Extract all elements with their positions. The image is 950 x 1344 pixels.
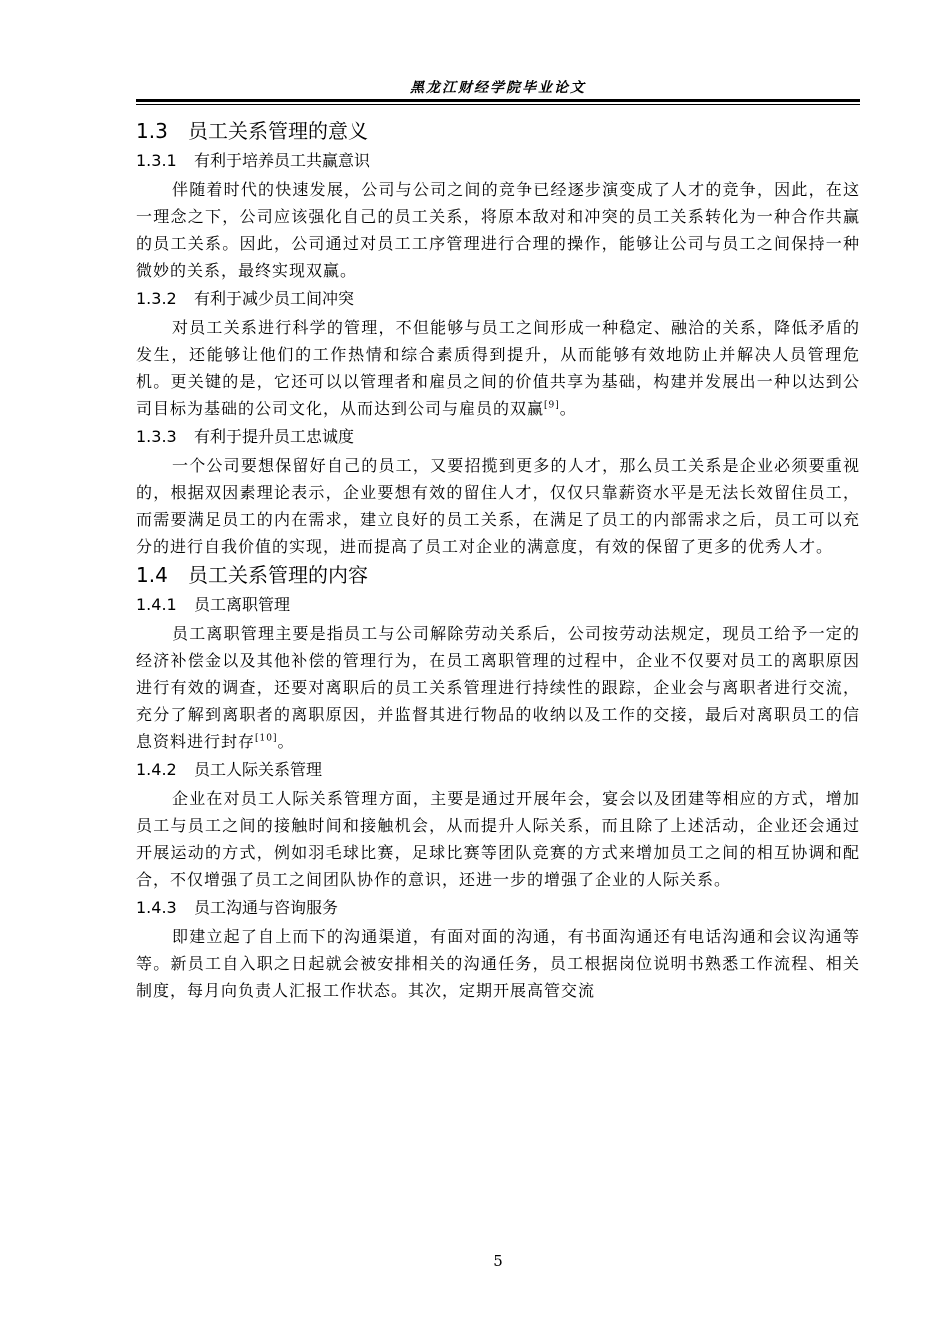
document-body [136,116,860,1004]
section-title: 员工关系管理的意义 [188,119,368,143]
citation-marker: [9] [544,400,560,411]
subsection-number: 1.3.3 [136,427,177,446]
section-heading [136,116,860,146]
subsection-number: 1.4.2 [136,760,177,779]
subsection-heading [136,284,860,314]
body-paragraph: 企业在对员工人际关系管理方面，主要是通过开展年会，宴会以及团建等相应的方式，增加员工与员工之间的接触时间和接触机会，从而提升人际关系，而且除了上述活动，企业还会通过开展运动的方式，例如羽毛球比赛，足球比赛等团队竞赛的方式来增加员工之间的相互协调和配合，不仅增强了员工之间团队协作的意识，还进一步的增强了企业的人际关系。 [136,789,860,889]
section-number: 1.3 [136,119,168,143]
subsection-heading [136,590,860,620]
subsection-title: 有利于提升员工忠诚度 [194,427,355,446]
subsection-title: 有利于减少员工间冲突 [194,289,355,308]
running-header-title: 黑龙江财经学院毕业论文 [410,80,586,96]
section-number: 1.4 [136,563,168,587]
subsection-title: 员工沟通与咨询服务 [194,898,339,917]
header-rule-thick [136,99,860,102]
body-paragraph: 员工离职管理主要是指员工与公司解除劳动关系后，公司按劳动法规定，现员工给予一定的经济补偿金以及其他补偿的管理行为，在员工离职管理的过程中，企业不仅要对员工的离职原因进行有效的调查，还要对离职后的员工关系管理进行持续性的跟踪，企业会与离职者进行交流，充分了解到离职者的离职原因，并监督其进行物品的收纳以及工作的交接，最后对离职员工的信息资料进行封存[10]。 [136,624,860,751]
subsection-number: 1.4.1 [136,595,177,614]
subsection-number: 1.3.2 [136,289,177,308]
subsection-title: 员工离职管理 [194,595,291,614]
section-heading [136,560,860,590]
subsection-number: 1.4.3 [136,898,177,917]
body-paragraph: 即建立起了自上而下的沟通渠道，有面对面的沟通，有书面沟通还有电话沟通和会议沟通等等。新员工自入职之日起就会被安排相关的沟通任务，员工根据岗位说明书熟悉工作流程、相关制度，每月向负责人汇报工作状态。其次，定期开展高管交流 [136,927,860,1000]
subsection-title: 有利于培养员工共赢意识 [194,151,371,170]
body-paragraph: 对员工关系进行科学的管理，不但能够与员工之间形成一种稳定、融洽的关系，降低矛盾的发生，还能够让他们的工作热情和综合素质得到提升，从而能够有效地防止并解决人员管理危机。更关键的是，它还可以以管理者和雇员之间的价值共享为基础，构建并发展出一种以达到公司目标为基础的公司文化，从而达到公司与雇员的双赢[9]。 [136,318,860,418]
subsection-heading [136,893,860,923]
section-title: 员工关系管理的内容 [188,563,368,587]
subsection-title: 员工人际关系管理 [194,760,323,779]
subsection-number: 1.3.1 [136,151,177,170]
body-paragraph: 一个公司要想保留好自己的员工，又要招揽到更多的人才，那么员工关系是企业必须要重视的，根据双因素理论表示，企业要想有效的留住人才，仅仅只靠薪资水平是无法长效留住员工，而需要满足员工的内在需求，建立良好的员工关系，在满足了员工的内部需求之后，员工可以充分的进行自我价值的实现，进而提高了员工对企业的满意度，有效的保留了更多的优秀人才。 [136,456,860,556]
subsection-heading [136,755,860,785]
page-number: 5 [493,1252,503,1270]
subsection-heading [136,422,860,452]
header-rule-thin [136,104,860,105]
citation-marker: [10] [255,733,278,744]
subsection-heading [136,146,860,176]
body-paragraph: 伴随着时代的快速发展，公司与公司之间的竞争已经逐步演变成了人才的竞争，因此，在这一理念之下，公司应该强化自己的员工关系，将原本敌对和冲突的员工关系转化为一种合作共赢的员工关系。因此，公司通过对员工工序管理进行合理的操作，能够让公司与员工之间保持一种微妙的关系，最终实现双赢。 [136,180,860,280]
